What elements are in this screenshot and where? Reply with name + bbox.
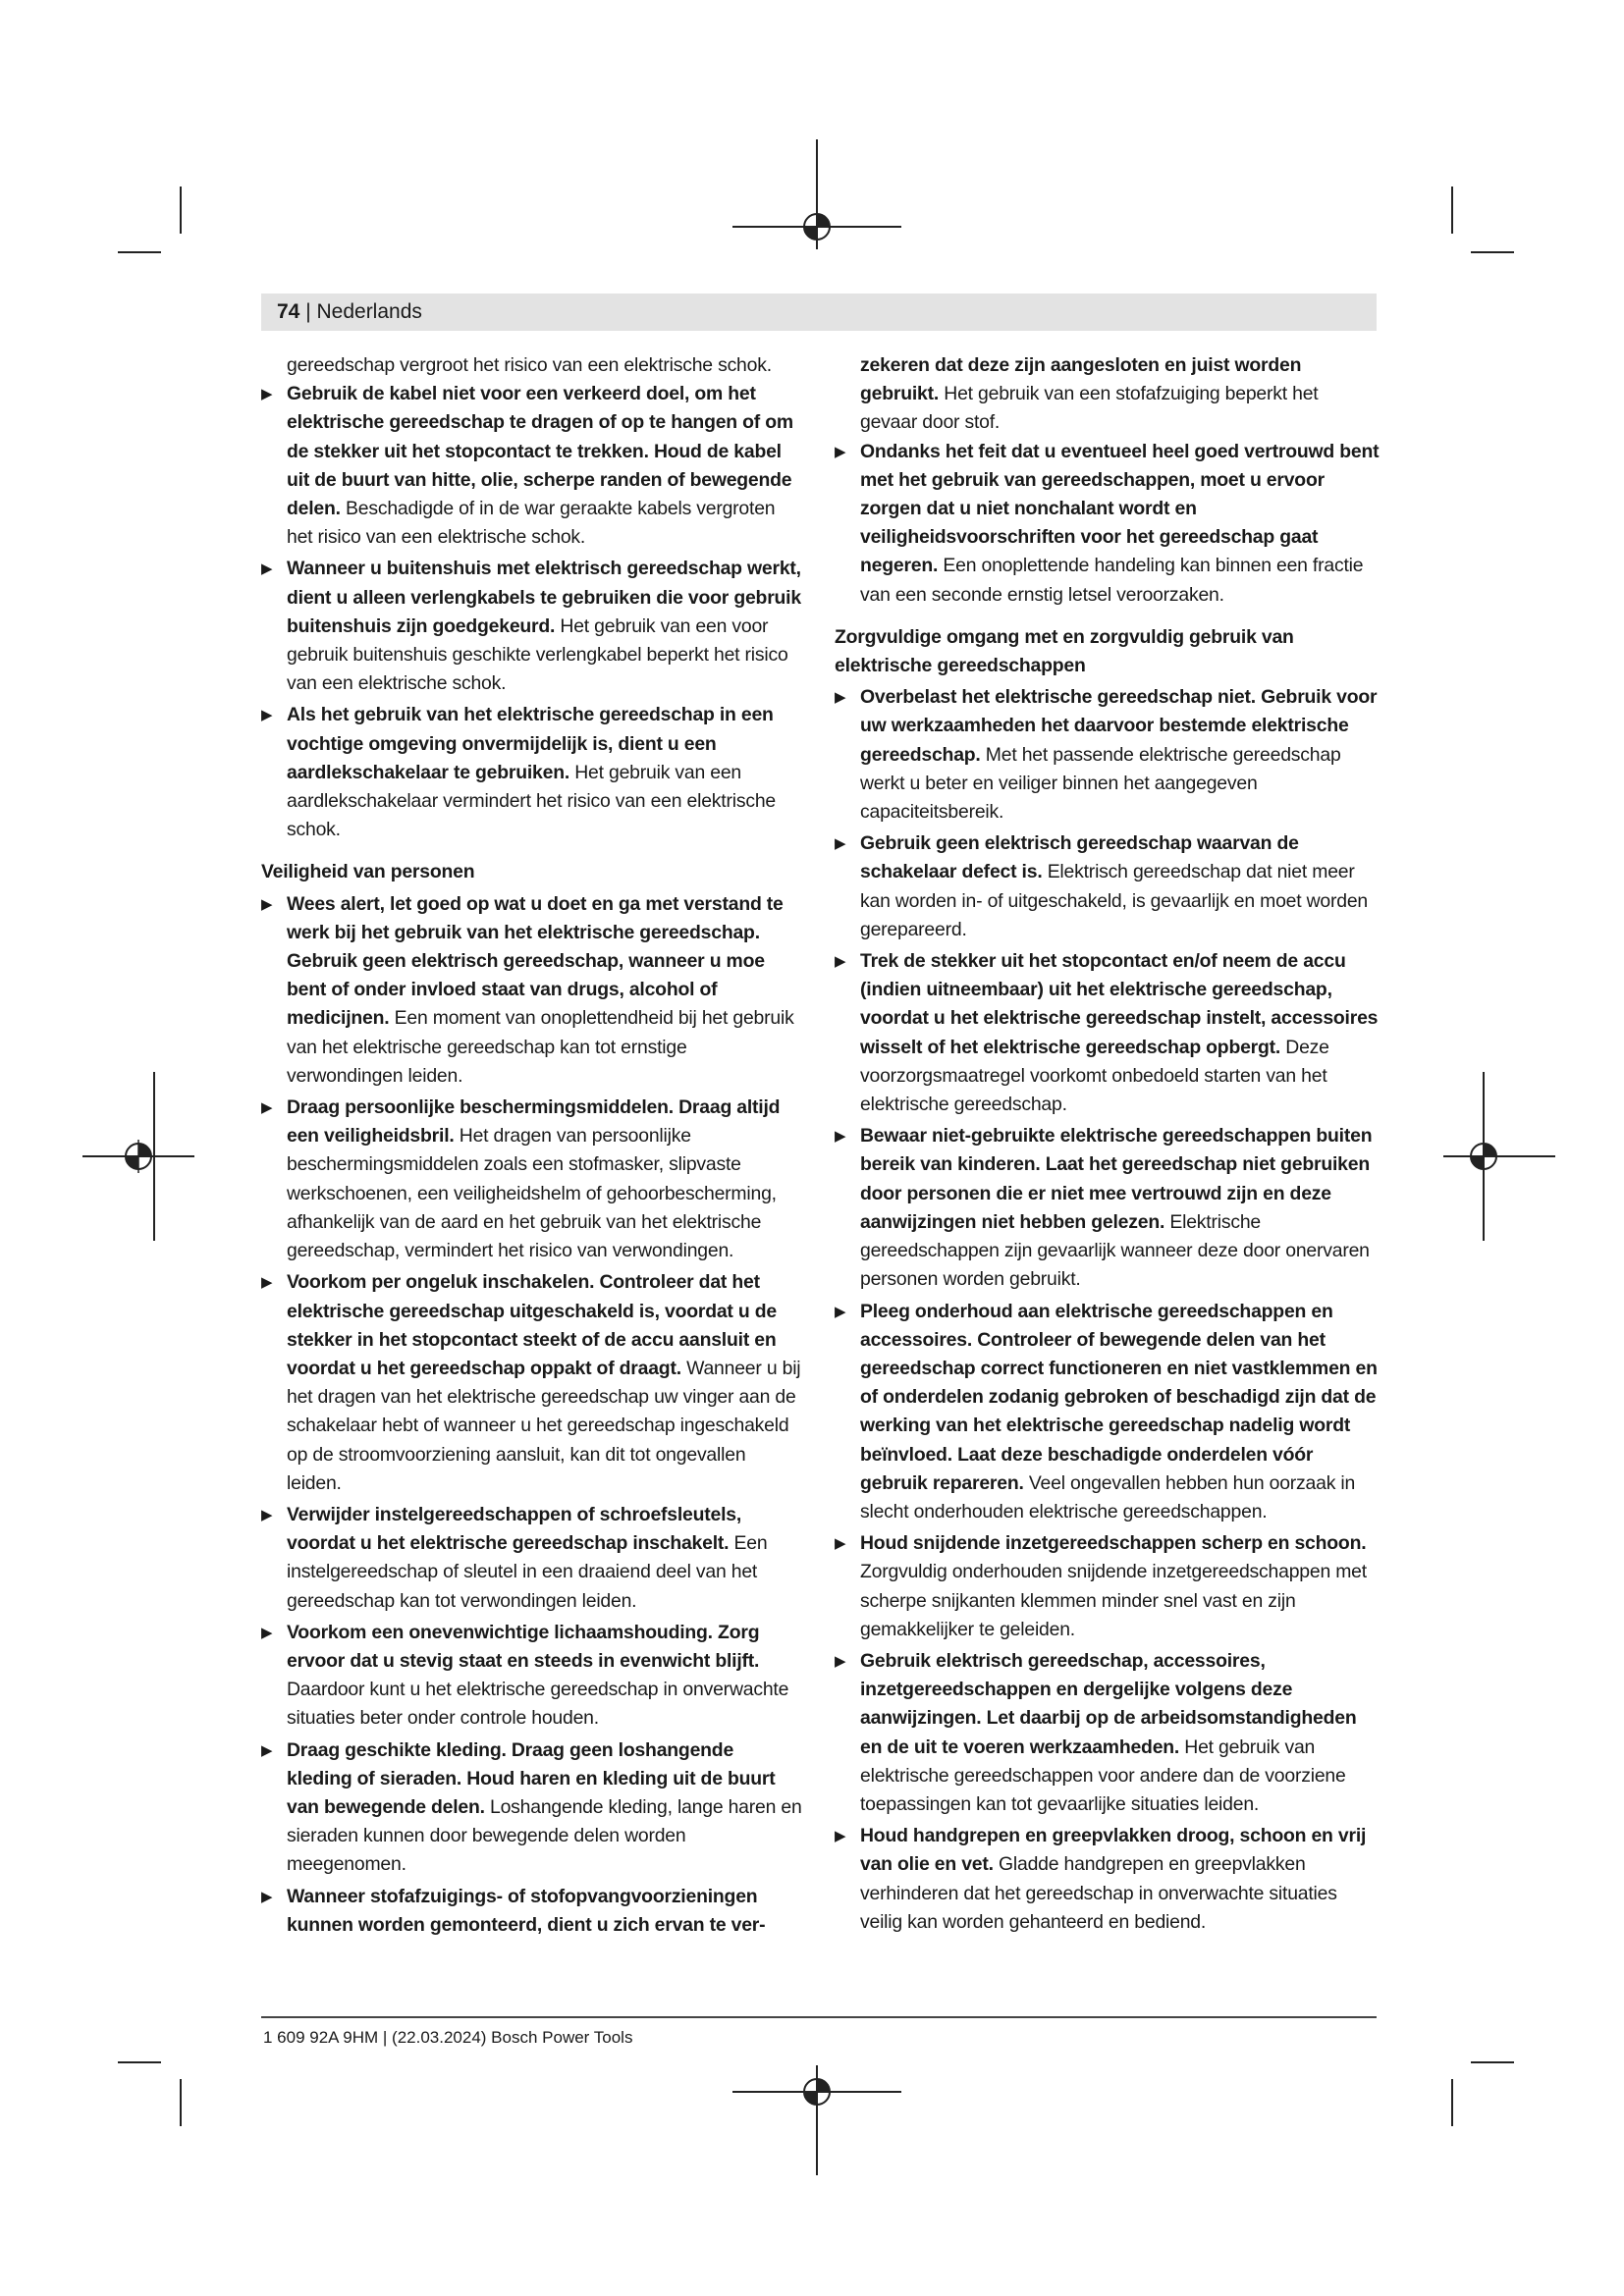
instruction-bold: zekeren dat deze zijn aangesloten en juist worden gebruikt. <box>860 354 1302 405</box>
instruction-bold: Wanneer u buitenshuis met elektrisch gereedschap werkt, dient u alleen verlengkabels te gebruiken die voor gebruik buitenshuis zijn goedgekeurd. <box>287 558 801 637</box>
registration-target-icon <box>800 210 834 243</box>
instruction-text: gereedschap vergroot het risico van een elektrische schok. <box>287 354 772 376</box>
instruction-text: Elektrische gereedschappen zijn gevaarlijk wanneer deze door onervaren personen worden gebruikt. <box>860 1210 1370 1291</box>
instruction-bold: Voorkom per ongeluk inschakelen. Controleer dat het elektrische gereedschap uitgeschakeld is, voordat u de stekker in het stopcontact steekt of de accu aansluit en voordat u het gereedschap oppakt of draagt. <box>287 1271 777 1379</box>
header-separator: | <box>299 300 317 323</box>
instruction-text: Daardoor kunt u het elektrische gereedschap in onverwachte situaties beter onder controle houden. <box>287 1679 789 1730</box>
instruction-text: Loshangende kleding, lange haren en sieraden kunnen door bewegende delen worden meegenomen. <box>287 1795 802 1876</box>
bullet-arrow-icon: ▶ <box>261 1274 273 1292</box>
safety-instruction <box>835 947 1380 1119</box>
bullet-arrow-icon: ▶ <box>835 689 846 707</box>
safety-instruction <box>261 1094 803 1265</box>
instruction-text: Een moment van onoplettendheid bij het gebruik van het elektrische gereedschap kan tot ernstige verwondingen leiden. <box>287 1007 794 1087</box>
instruction-bold: Als het gebruik van het elektrische gereedschap in een vochtige omgeving onvermijdelijk is, dient u een aardlekschakelaar te gebruiken. <box>287 704 774 783</box>
registration-target-icon <box>800 2075 834 2109</box>
instruction-text: Het gebruik van elektrische gereedschappen voor andere dan de voorziene toepassingen kan tot gevaarlijke situaties leiden. <box>860 1735 1346 1815</box>
safety-instruction <box>835 1647 1380 1819</box>
footer-text: 1 609 92A 9HM | (22.03.2024) Bosch Power Tools <box>263 2028 633 2047</box>
instruction-bold: Pleeg onderhoud aan elektrische gereedschappen en accessoires. Controleer of bewegende delen van het gereedschap correct functioneren en niet vastklemmen en of onderdelen zodanig gebroken of beschadigd zijn dat de werking van het elektrische gereedschap nadelig wordt beïnvloed. Laat deze beschadigde onderdelen vóór gebruik repareren. <box>860 1300 1378 1494</box>
safety-instruction <box>835 1822 1380 1937</box>
instruction-bold: Draag geschikte kleding. Draag geen loshangende kleding of sieraden. Houd haren en kleding uit de buurt van bewegende delen. <box>287 1738 776 1818</box>
instruction-text: Een onoplettende handeling kan binnen een fractie van een seconde ernstig letsel veroorzaken. <box>860 555 1364 606</box>
continued-paragraph <box>835 351 1380 438</box>
left-column <box>261 351 803 1943</box>
instruction-bold: Draag persoonlijke beschermingsmiddelen. Draag altijd een veiligheidsbril. <box>287 1096 781 1148</box>
bullet-arrow-icon: ▶ <box>835 1652 846 1670</box>
instruction-bold: Overbelast het elektrische gereedschap niet. Gebruik voor uw werkzaamheden het daarvoor bestemde elektrische gereedschap. <box>860 686 1378 766</box>
bullet-arrow-icon: ▶ <box>835 1128 846 1146</box>
bullet-arrow-icon: ▶ <box>261 895 273 913</box>
instruction-bold: Gebruik geen elektrisch gereedschap waarvan de schakelaar defect is. <box>860 832 1299 883</box>
registration-target-icon <box>1467 1140 1500 1173</box>
bullet-arrow-icon: ▶ <box>261 1741 273 1759</box>
page-header <box>277 298 422 326</box>
page-number: 74 <box>277 300 300 323</box>
right-column <box>835 351 1380 1940</box>
instruction-bold: Houd handgrepen en greepvlakken droog, schoon en vrij van olie en vet. <box>860 1825 1367 1876</box>
safety-instruction <box>261 701 803 844</box>
instruction-text: Met het passende elektrische gereedschap werkt u beter en veiliger binnen het aangegeven capaciteitsbereik. <box>860 743 1341 824</box>
bullet-arrow-icon: ▶ <box>261 1888 273 1905</box>
safety-instruction <box>835 1122 1380 1294</box>
section-heading: Veiligheid van personen <box>261 861 475 883</box>
safety-instruction <box>261 1268 803 1498</box>
crop-mark <box>118 251 161 253</box>
crop-mark <box>180 187 182 234</box>
instruction-bold: Houd snijdende inzetgereedschappen scherp en schoon. <box>860 1532 1367 1555</box>
crop-mark <box>1451 2079 1453 2126</box>
crop-mark <box>1451 187 1453 234</box>
instruction-bold: Trek de stekker uit het stopcontact en/of neem de accu (indien uitneembaar) uit het elektrische gereedschap, voordat u het elektrische gereedschap instelt, accessoires wisselt of het elektrische gereedschap opbergt. <box>860 950 1379 1058</box>
instruction-bold: Ondanks het feit dat u eventueel heel goed vertrouwd bent met het gebruik van gereedschappen, moet u ervoor zorgen dat u niet nonchalant wordt en veiligheidsvoorschriften voor het gereedschap gaat negeren. <box>860 440 1380 577</box>
instruction-text: Het gebruik van een aardlekschakelaar vermindert het risico van een elektrische schok. <box>287 761 776 841</box>
instruction-text: Het gebruik van een voor gebruik buitenshuis geschikte verlengkabel beperkt het risico van een elektrische schok. <box>287 614 788 695</box>
bullet-arrow-icon: ▶ <box>835 835 846 853</box>
instruction-bold: Voorkom een onevenwichtige lichaamshouding. Zorg ervoor dat u stevig staat en steeds in evenwicht blijft. <box>287 1621 760 1672</box>
safety-instruction <box>261 1736 803 1880</box>
safety-instruction <box>835 1298 1380 1527</box>
instruction-bold: Wanneer stofafzuigings- of stofopvangvoorzieningen kunnen worden gemonteerd, dient u zich ervan te ver- <box>287 1885 766 1936</box>
bullet-arrow-icon: ▶ <box>261 561 273 578</box>
instruction-bold: Gebruik de kabel niet voor een verkeerd doel, om het elektrische gereedschap te dragen of op te hangen of om de stekker uit het stopcontact te trekken. Houd de kabel uit de buurt van hitte, olie, scherpe randen of bewegende delen. <box>287 383 793 520</box>
instruction-bold: Bewaar niet-gebruikte elektrische gereedschappen buiten bereik van kinderen. Laat het gereedschap niet gebruiken door personen die er niet mee vertrouwd zijn en deze aanwijzingen niet hebben gelezen. <box>860 1125 1373 1233</box>
continued-paragraph <box>261 351 803 380</box>
instruction-text: Deze voorzorgsmaatregel voorkomt onbedoeld starten van het elektrische gereedschap. <box>860 1036 1329 1116</box>
instruction-text: Elektrisch gereedschap dat niet meer kan worden in- of uitgeschakeld, is gevaarlijk en moet worden gerepareerd. <box>860 861 1369 940</box>
safety-instruction <box>261 1619 803 1734</box>
instruction-text: Beschadigde of in de war geraakte kabels vergroten het risico van een elektrische schok. <box>287 498 776 549</box>
footer-rule <box>261 2016 1377 2018</box>
instruction-text: Wanneer u bij het dragen van het elektrische gereedschap uw vinger aan de schakelaar hebt of wanneer u het gereedschap ingeschakeld op de stroomvoorziening aansluit, kan dit tot ongevallen leiden. <box>287 1357 801 1494</box>
instruction-text: Het dragen van persoonlijke beschermingsmiddelen zoals een stofmasker, slipvaste werkschoenen, een veiligheidshelm of gehoorbescherming, afhankelijk van de aard en het gebruik van het elektrische gereedschap, vermindert het risico van verwondingen. <box>287 1125 777 1262</box>
safety-instruction <box>835 438 1380 610</box>
bullet-arrow-icon: ▶ <box>835 1535 846 1553</box>
crop-mark <box>118 2061 161 2063</box>
registration-target-icon <box>122 1140 155 1173</box>
instruction-bold: Gebruik elektrisch gereedschap, accessoires, inzetgereedschappen en dergelijke volgens deze aanwijzingen. Let daarbij op de arbeidsomstandigheden en de uit te voeren werkzaamheden. <box>860 1649 1357 1758</box>
bullet-arrow-icon: ▶ <box>261 1506 273 1523</box>
crop-mark <box>1471 251 1514 253</box>
safety-instruction <box>261 380 803 552</box>
bullet-arrow-icon: ▶ <box>835 1828 846 1845</box>
bullet-arrow-icon: ▶ <box>835 1303 846 1320</box>
safety-instruction <box>261 1883 803 1940</box>
header-language: Nederlands <box>316 300 422 323</box>
safety-instruction <box>261 890 803 1091</box>
bullet-arrow-icon: ▶ <box>261 1624 273 1641</box>
safety-instruction <box>261 555 803 698</box>
instruction-text: Het gebruik van een stofafzuiging beperkt het gevaar door stof. <box>860 383 1319 434</box>
safety-instruction <box>261 1501 803 1616</box>
instruction-bold: Wees alert, let goed op wat u doet en ga met verstand te werk bij het gebruik van het elektrische gereedschap. Gebruik geen elektrisch gereedschap, wanneer u moe bent of onder invloed staat van drugs, alcohol of medicijnen. <box>287 892 784 1030</box>
bullet-arrow-icon: ▶ <box>261 1099 273 1117</box>
crop-mark <box>1471 2061 1514 2063</box>
bullet-arrow-icon: ▶ <box>261 707 273 724</box>
safety-instruction <box>835 1529 1380 1644</box>
crop-mark <box>180 2079 182 2126</box>
instruction-text: Veel ongevallen hebben hun oorzaak in slecht onderhouden elektrische gereedschappen. <box>860 1471 1356 1522</box>
safety-instruction <box>835 683 1380 827</box>
safety-instruction <box>835 829 1380 944</box>
bullet-arrow-icon: ▶ <box>835 443 846 460</box>
instruction-text: Een instelgereedschap of sleutel in een draaiend deel van het gereedschap kan tot verwondingen leiden. <box>287 1532 768 1612</box>
page-header-bar <box>261 294 1377 331</box>
instruction-text: Zorgvuldig onderhouden snijdende inzetgereedschappen met scherpe snijkanten klemmen minder snel vast en zijn gemakkelijker te geleiden. <box>860 1561 1367 1640</box>
section-heading: Zorgvuldige omgang met en zorgvuldig gebruik van elektrische gereedschappen <box>835 625 1294 677</box>
bullet-arrow-icon: ▶ <box>261 386 273 403</box>
instruction-text: Gladde handgrepen en greepvlakken verhinderen dat het gereedschap in onverwachte situaties veilig kan worden gehanteerd en bediend. <box>860 1853 1337 1933</box>
bullet-arrow-icon: ▶ <box>835 953 846 971</box>
instruction-bold: Verwijder instelgereedschappen of schroefsleutels, voordat u het elektrische gereedschap inschakelt. <box>287 1503 742 1555</box>
